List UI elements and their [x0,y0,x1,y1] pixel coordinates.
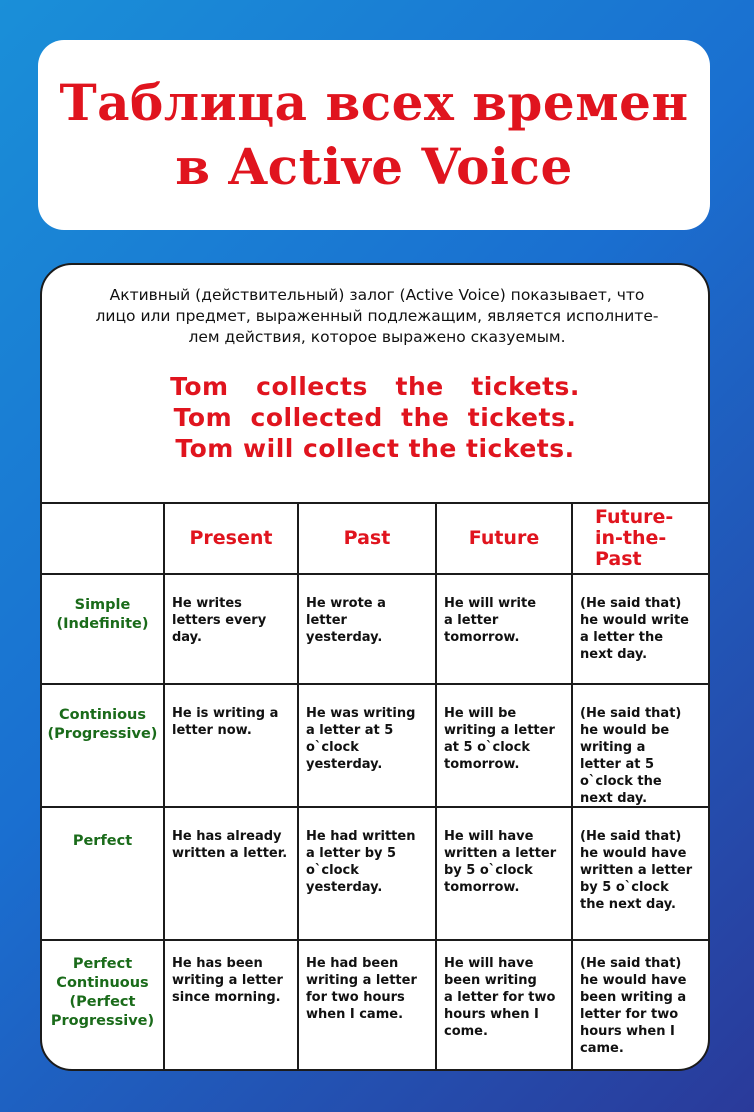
cell-line: when I came. [306,1007,404,1022]
cell-simple-future [437,573,573,683]
intro-line: лем действия, которое выражено сказуемым. [188,328,566,346]
cell-line: by 5 o`clock [444,863,533,878]
cell-continuous-present [165,683,299,806]
cell-line: letter [306,613,347,628]
cell-continuous-past [299,683,437,806]
cell-line: the next day. [580,897,676,912]
cell-line: letters every [172,613,267,628]
cell-line: He wrote a [306,596,386,611]
header-future-in-the-past [573,502,708,573]
cell-line: written a letter. [172,846,288,861]
content-panel [40,263,710,1071]
row-label-line: Perfect [72,833,133,849]
example-future: Tom will collect the tickets. [175,434,575,463]
header-present: Present [165,502,299,573]
cell-line: He had been [306,956,399,971]
row-label-line: Continious [58,707,147,723]
cell-line: He had written [306,829,416,844]
intro-line: Активный (действительный) залог (Active Voice) показывает, что [109,286,645,304]
cell-line: since morning. [172,990,281,1005]
cell-line: writing a letter [306,973,417,988]
cell-line: been writing [444,973,537,988]
cell-line: letter for two [580,1007,679,1022]
cell-line: for two hours [306,990,405,1005]
cell-line: by 5 o`clock [580,880,669,895]
cell-line: a letter for two [444,990,556,1005]
cell-line: day. [172,630,202,645]
row-label-perfect-continuous [42,939,165,1071]
cell-line: tomorrow. [444,630,520,645]
cell-line: yesterday. [306,757,383,772]
cell-line: hours when I [444,1007,539,1022]
cell-line: he would write [580,613,689,628]
row-label-line: (Progressive) [47,726,158,742]
cell-line: came. [580,1041,624,1056]
tense-table [42,502,708,1071]
intro-line: лицо или предмет, выраженный подлежащим, является исполните- [95,307,659,325]
cell-line: next day. [580,647,648,662]
cell-line: a letter by 5 [306,846,397,861]
cell-line: o`clock [306,740,359,755]
cell-perfect-future-in-the-past [573,806,708,939]
cell-line: (He said that) [580,956,682,971]
cell-line: been writing a [580,990,687,1005]
cell-line: tomorrow. [444,880,520,895]
cell-simple-future-in-the-past [573,573,708,683]
cell-continuous-future [437,683,573,806]
header-line: in-the- [595,527,667,549]
row-label-continuous [42,683,165,806]
row-label-line: Simple [74,597,131,613]
example-past: Tom collected the tickets. [173,403,577,432]
cell-line: he would have [580,846,687,861]
row-label-perfect [42,806,165,939]
cell-perfect-continuous-present [165,939,299,1071]
intro-text [64,285,690,348]
cell-line: writing a [580,740,646,755]
row-label-line: Continuous [56,975,149,991]
cell-perfect-continuous-past [299,939,437,1071]
header-past: Past [299,502,437,573]
title-box [38,40,710,230]
cell-line: he would have [580,973,687,988]
cell-line: yesterday. [306,880,383,895]
cell-continuous-future-in-the-past [573,683,708,806]
cell-line: (He said that) [580,829,682,844]
cell-line: yesterday. [306,630,383,645]
cell-perfect-future [437,806,573,939]
cell-line: He will write [444,596,537,611]
row-label-line: Progressive) [50,1013,155,1029]
cell-line: letter now. [172,723,252,738]
cell-perfect-continuous-future-in-the-past [573,939,708,1071]
cell-line: letter at 5 [580,757,655,772]
cell-line: next day. [580,791,648,806]
title-line-2: в Active Voice [175,137,573,196]
cell-line: He will be [444,706,517,721]
cell-line: (He said that) [580,706,682,721]
header-line: Future- [595,506,674,528]
cell-line: He will have [444,829,534,844]
row-label-line: (Perfect [69,994,136,1010]
cell-perfect-present [165,806,299,939]
cell-line: he would be [580,723,670,738]
cell-line: o`clock [306,863,359,878]
cell-line: He will have [444,956,534,971]
cell-line: writing a letter [172,973,283,988]
cell-line: written a letter [444,846,557,861]
cell-line: (He said that) [580,596,682,611]
row-label-line: (Indefinite) [56,616,149,632]
cell-simple-past [299,573,437,683]
title-line-1: Таблица всех времен [59,73,689,132]
header-future: Future [437,502,573,573]
cell-line: a letter [444,613,499,628]
cell-line: He has already [172,829,282,844]
cell-line: He was writing [306,706,416,721]
row-label-line: Perfect [72,956,133,972]
cell-line: He writes [172,596,242,611]
cell-line: a letter at 5 [306,723,394,738]
cell-line: He has been [172,956,263,971]
row-label-simple [42,573,165,683]
cell-line: a letter the [580,630,664,645]
cell-line: writing a letter [444,723,555,738]
cell-line: hours when I [580,1024,675,1039]
cell-line: at 5 o`clock [444,740,530,755]
example-present: Tom collects the tickets. [170,372,580,401]
cell-line: He is writing a [172,706,279,721]
header-line: Past [595,548,642,570]
cell-perfect-continuous-future [437,939,573,1071]
cell-perfect-past [299,806,437,939]
example-sentences [42,371,708,464]
cell-line: written a letter [580,863,693,878]
cell-line: come. [444,1024,488,1039]
header-empty [42,502,165,573]
cell-line: o`clock the [580,774,662,789]
cell-line: tomorrow. [444,757,520,772]
cell-simple-present [165,573,299,683]
